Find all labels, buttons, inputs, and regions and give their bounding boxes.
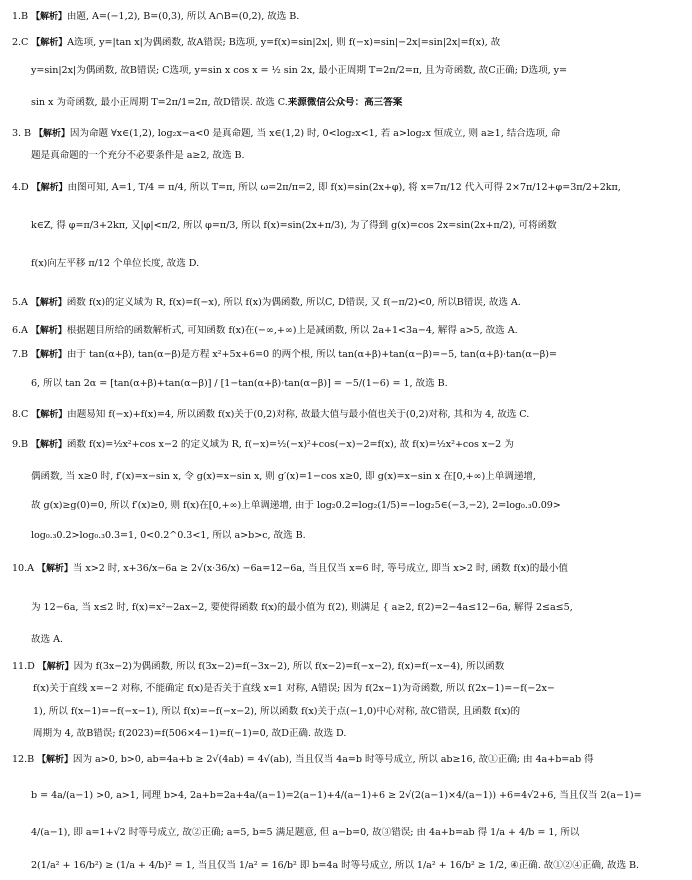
answer-line-q12-cont: b = 4a/(a−1) >0, a>1, 同理 b>4, 2a+b=2a+4a/(a−1)=2(a−1)+4/(a−1)+6 ≥ 2√(2(a−1)×4/(a−1)) +6=4√2+6, 当且仅当 2(a−1)= (31, 790, 642, 801)
answer-line-q6: 6.A 【解析】根据题目所给的函数解析式, 可知函数 f(x)在(−∞,+∞)上是减函数, 所以 2a+1<3a−4, 解得 a>5, 故选 A. (12, 325, 518, 336)
answer-line-q11: 11.D 【解析】因为 f(3x−2)为偶函数, 所以 f(3x−2)=f(−3x−2), 所以 f(x−2)=f(−x−2), f(x)=f(−x−4), 所以函数 (12, 661, 505, 672)
answer-line-q9-end: log₀.₃0.2>log₀.₃0.3=1, 0<0.2^0.3<1, 所以 a>b>c, 故选 B. (31, 530, 306, 541)
answer-line-q9: 9.B 【解析】函数 f(x)=½x²+cos x−2 的定义域为 R, f(−x)=½(−x)²+cos(−x)−2=f(x), 故 f(x)=½x²+cos x−2 为 (12, 439, 514, 450)
answer-line-q4: 4.D 【解析】由图可知, A=1, T/4 = π/4, 所以 T=π, 所以 ω=2π/π=2, 即 f(x)=sin(2x+φ), 将 x=7π/12 代入可得 2×7π/12+φ=3π/2+2kπ, (12, 182, 621, 193)
answer-line-q2-cont: y=sin|2x|为偶函数, 故B错误; C选项, y=sin x cos x = ½ sin 2x, 最小正周期 T=2π/2=π, 且为奇函数, 故C正确; D选项, y= (31, 65, 567, 76)
answer-line-q1: 1.B 【解析】由题, A=(−1,2), B=(0,3), 所以 A∩B=(0,2), 故选 B. (12, 11, 300, 22)
answer-line-q2-end: sin x 为奇函数, 最小正周期 T=2π/1=2π, 故D错误. 故选 C.来源微信公众号：高三答案 (31, 97, 403, 108)
answer-line-q11-end: 周期为 4, 故B错误; f(2023)=f(506×4−1)=f(−1)=0, 故D正确. 故选 D. (33, 728, 347, 739)
answer-line-q10-cont: 为 12−6a, 当 x≤2 时, f(x)=x²−2ax−2, 要使得函数 f(x)的最小值为 f(2), 则满足 { a≥2, f(2)=2−4a≤12−6a, 解得 2≤a≤5, (31, 602, 573, 613)
answer-line-q11-cont: f(x)关于直线 x=−2 对称, 不能确定 f(x)是否关于直线 x=1 对称, A错误; 因为 f(2x−1)为奇函数, 所以 f(2x−1)=−f(−2x− (33, 683, 555, 694)
answer-line-q11-cont2: 1), 所以 f(x−1)=−f(−x−1), 所以 f(x)=−f(−x−2), 所以函数 f(x)关于点(−1,0)中心对称, 故C错误, 且函数 f(x)的 (33, 706, 521, 717)
answer-line-q9-cont2: 故 g(x)≥g(0)=0, 所以 f′(x)≥0, 则 f(x)在[0,+∞)上单调递增, 由于 log₂0.2=log₂(1/5)=−log₂5∈(−3,−2), 2=log₀.₃0.09> (31, 500, 561, 511)
source-note: 来源微信公众号：高三答案 (287, 97, 403, 108)
answer-line-q12-end: 2(1/a² + 16/b²) ≥ (1/a + 4/b)² = 1, 当且仅当 1/a² = 16/b² 即 b=4a 时等号成立, 所以 1/a² + 16/b² ≥ 1/2, ④正确. 故①②④正确, 故选 B. (31, 860, 640, 871)
answer-line-q10: 10.A 【解析】当 x>2 时, x+36/x−6a ≥ 2√(x·36/x) −6a=12−6a, 当且仅当 x=6 时, 等号成立, 即当 x>2 时, 函数 f(x)的最小值 (12, 563, 568, 574)
answer-line-q7: 7.B 【解析】由于 tan(α+β), tan(α−β)是方程 x²+5x+6=0 的两个根, 所以 tan(α+β)+tan(α−β)=−5, tan(α+β)·tan(α−β)= (12, 349, 557, 360)
answer-line-q9-cont: 偶函数, 当 x≥0 时, f′(x)=x−sin x, 令 g(x)=x−sin x, 则 g′(x)=1−cos x≥0, 即 g(x)=x−sin x 在[0,+∞)上单调递增, (31, 471, 536, 482)
answer-line-q7-cont: 6, 所以 tan 2α = [tan(α+β)+tan(α−β)] / [1−tan(α+β)·tan(α−β)] = −5/(1−6) = 1, 故选 B. (31, 378, 448, 389)
answer-line-q3: 3. B 【解析】因为命题 ∀x∈(1,2), log₂x−a<0 是真命题, 当 x∈(1,2) 时, 0<log₂x<1, 若 a>log₂x 恒成立, 则 a≥1, 结合选项, 命 (12, 128, 561, 139)
answer-line-q10-end: 故选 A. (31, 634, 63, 645)
answer-line-q12: 12.B 【解析】因为 a>0, b>0, ab=4a+b ≥ 2√(4ab) = 4√(ab), 当且仅当 4a=b 时等号成立, 所以 ab≥16, 故①正确; 由 4a+b=ab 得 (12, 754, 594, 765)
answer-line-q5: 5.A 【解析】函数 f(x)的定义域为 R, f(x)=f(−x), 所以 f(x)为偶函数, 所以C, D错误, 又 f(−π/2)<0, 所以B错误, 故选 A. (12, 297, 521, 308)
answer-line-q3-cont: 题是真命题的一个充分不必要条件是 a≥2, 故选 B. (31, 150, 245, 161)
answer-line-q8: 8.C 【解析】由题易知 f(−x)+f(x)=4, 所以函数 f(x)关于(0,2)对称, 故最大值与最小值也关于(0,2)对称, 其和为 4, 故选 C. (12, 409, 530, 420)
answer-line-q2: 2.C 【解析】A选项, y=|tan x|为偶函数, 故A错误; B选项, y=f(x)=sin|2x|, 则 f(−x)=sin|−2x|=sin|2x|=f(x), 故 (12, 37, 501, 48)
answer-line-q12-cont2: 4/(a−1), 即 a=1+√2 时等号成立, 故②正确; a=5, b=5 满足题意, 但 a−b=0, 故③错误; 由 4a+b=ab 得 1/a + 4/b = 1, 所以 (31, 827, 580, 838)
answer-line-q4-cont: k∈Z, 得 φ=π/3+2kπ, 又|φ|<π/2, 所以 φ=π/3, 所以 f(x)=sin(2x+π/3), 为了得到 g(x)=cos 2x=sin(2x+π/2), 可将函数 (31, 220, 557, 231)
answer-line-q4-end: f(x)向左平移 π/12 个单位长度, 故选 D. (31, 258, 200, 269)
